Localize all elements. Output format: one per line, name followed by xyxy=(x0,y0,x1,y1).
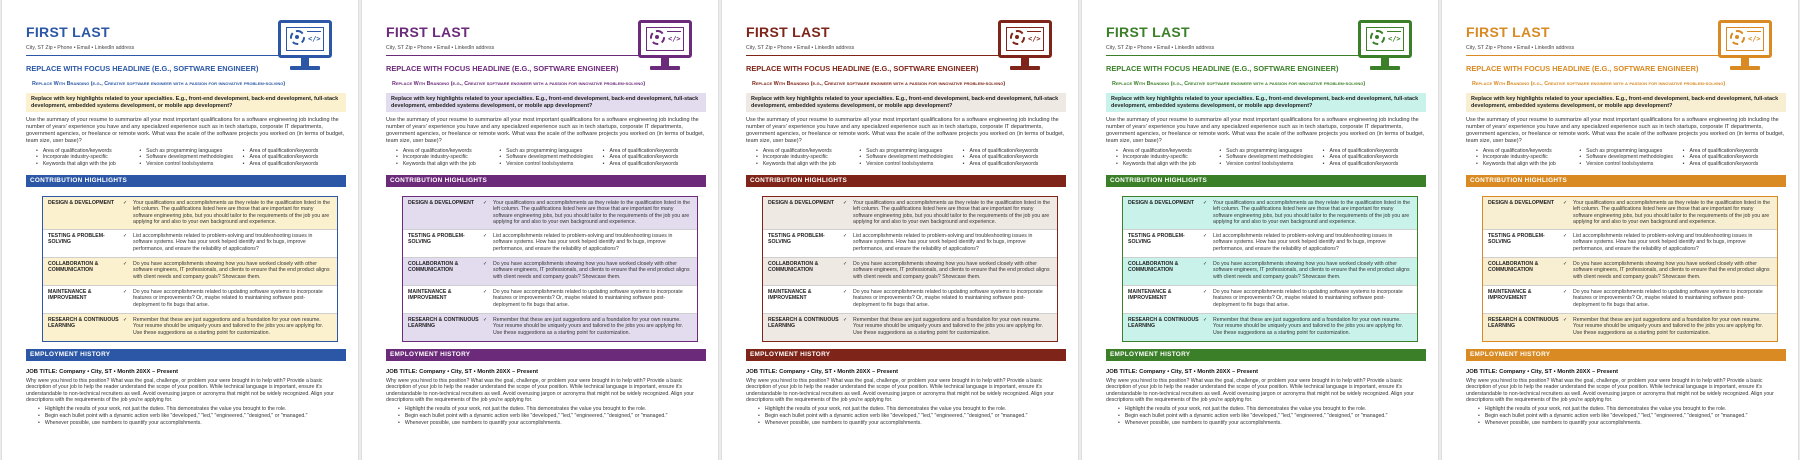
row-category: TESTING & PROBLEM-SOLVING xyxy=(768,232,825,246)
header-rule xyxy=(746,55,1000,56)
keyword-item: • Software development methodologies xyxy=(1579,154,1682,161)
check-icon: ✓ xyxy=(1563,232,1568,239)
keyword-list xyxy=(36,148,346,168)
keyword-item: • Area of qualification/keywords xyxy=(396,148,499,155)
contribution-row xyxy=(1123,285,1417,313)
contribution-row xyxy=(43,257,337,285)
keyword-item: • Area of qualification/keywords xyxy=(603,161,706,168)
resume-page[interactable] xyxy=(1,0,359,460)
contribution-row xyxy=(43,285,337,313)
job-bullet: • Highlight the results of your work, not just the duties. This demonstrates the value you brought to the role. xyxy=(1478,406,1786,413)
keyword-item: • Area of qualification/keywords xyxy=(963,148,1066,155)
row-category: DESIGN & DEVELOPMENT xyxy=(1128,199,1195,206)
contribution-table xyxy=(762,196,1058,342)
keyword-item: • Area of qualification/keywords xyxy=(1323,148,1426,155)
job-bullet: • Whenever possible, use numbers to quantify your accomplishments. xyxy=(398,420,706,427)
check-icon: ✓ xyxy=(843,199,848,206)
job-bullet: • Whenever possible, use numbers to quantify your accomplishments. xyxy=(1478,420,1786,427)
check-icon: ✓ xyxy=(1563,288,1568,295)
job-bullet-list xyxy=(758,406,1066,427)
row-description: Remember that these are just suggestions and a foundation for your own resume. Your resume should be uniquely yours and tailored to the jobs you are applying for. Use these suggestions as a starting point for customization. xyxy=(1213,316,1404,336)
contribution-table xyxy=(1482,196,1778,342)
branding-statement: Replace With Branding (e.g., Creative software engineer with a passion for innovative problem-solving) xyxy=(1112,81,1366,87)
candidate-name: FIRST LAST xyxy=(1106,24,1190,40)
contribution-row xyxy=(403,229,697,257)
keyword-item: • Area of qualification/keywords xyxy=(603,154,706,161)
row-category: COLLABORATION & COMMUNICATION xyxy=(768,260,819,274)
job-title-line: JOB TITLE: Company • City, ST • Month 20XX – Present xyxy=(746,368,899,375)
contribution-section-title: CONTRIBUTION HIGHLIGHTS xyxy=(26,175,346,187)
contact-line: City, ST Zip • Phone • Email • LinkedIn address xyxy=(1106,45,1215,51)
resume-header xyxy=(1466,0,1786,72)
keyword-item: • Such as programming languages xyxy=(1579,148,1682,155)
job-description: Why were you hired to this position? What was the goal, challenge, or problem your were brought in to help with? Provide a basic description of your job to help the reader understand the scope of your position. While technical language is important, ensure it's understandable to non-technical recruiters as well. Avoid overusing jargon or acronyms that might not be widely recognized. Align your descriptions with the requirements of the job you're applying for. xyxy=(386,377,694,404)
contribution-row xyxy=(43,229,337,257)
resume-header xyxy=(26,0,346,72)
summary-paragraph: Use the summary of your resume to summarize all your most important qualifications for a software engineering job including the number of years' experience you have and any specialized experience such as in tech startups, corporate IT departments, government agencies, or freelance or remote work. What was the scale of the software projects you worked on (in terms of budget, team size, user base)? xyxy=(386,117,705,144)
job-title-line: JOB TITLE: Company • City, ST • Month 20XX – Present xyxy=(26,368,179,375)
contribution-row xyxy=(763,313,1057,341)
job-bullet-list xyxy=(398,406,706,427)
contribution-row xyxy=(403,197,697,229)
row-description: Do you have accomplishments showing how you have worked closely with other software engineers, IT professionals, and clients to ensure that the end product aligns with client needs and company goals? Showcase them. xyxy=(1573,260,1770,280)
summary-paragraph: Use the summary of your resume to summarize all your most important qualifications for a software engineering job including the number of years' experience you have and any specialized experience such as in tech startups, corporate IT departments, government agencies, or freelance or remote work. What was the scale of the software projects you worked on (in terms of budget, team size, user base)? xyxy=(1106,117,1425,144)
contribution-row xyxy=(1483,229,1777,257)
keyword-list xyxy=(756,148,1066,168)
row-category: RESEARCH & CONTINUOUS LEARNING xyxy=(1128,316,1199,330)
contribution-row xyxy=(763,257,1057,285)
check-icon: ✓ xyxy=(123,260,128,267)
contribution-row xyxy=(1123,257,1417,285)
check-icon: ✓ xyxy=(1203,260,1208,267)
job-bullet: • Highlight the results of your work, not just the duties. This demonstrates the value you brought to the role. xyxy=(1118,406,1426,413)
keyword-list xyxy=(1116,148,1426,168)
row-description: Do you have accomplishments related to updating software systems to incorporate features or improvements? Or, maybe related to maintaining software post-deployment to fix bugs that arise. xyxy=(133,288,323,308)
keyword-item: • Area of qualification/keywords xyxy=(1476,148,1579,155)
row-description: Do you have accomplishments related to updating software systems to incorporate features or improvements? Or, maybe related to maintaining software post-deployment to fix bugs that arise. xyxy=(853,288,1043,308)
contribution-row xyxy=(43,197,337,229)
contribution-section-title: CONTRIBUTION HIGHLIGHTS xyxy=(386,175,706,187)
focus-headline: REPLACE WITH FOCUS HEADLINE (E.G., SOFTWARE ENGINEER) xyxy=(746,64,979,73)
monitor-gear-code-icon: </> xyxy=(278,20,332,76)
row-category: DESIGN & DEVELOPMENT xyxy=(408,199,475,206)
keyword-item: • Software development methodologies xyxy=(499,154,602,161)
key-highlights-box: Replace with key highlights related to your specialties. E.g., front-end development, back-end development, full-stack development, embedded systems development, or mobile app development? xyxy=(26,93,346,112)
keyword-item: • Version control tools/systems xyxy=(859,161,962,168)
job-bullet-list xyxy=(1118,406,1426,427)
summary-paragraph: Use the summary of your resume to summarize all your most important qualifications for a software engineering job including the number of years' experience you have and any specialized experience such as in tech startups, corporate IT departments, government agencies, or freelance or remote work. What was the scale of the software projects you worked on (in terms of budget, team size, user base)? xyxy=(26,117,345,144)
keyword-item: • Keywords that align with the job xyxy=(396,161,499,168)
job-bullet: • Begin each bullet point with a dynamic action verb like "developed," "led," "engineered," "designed," or "managed." xyxy=(758,413,1066,420)
row-description: Do you have accomplishments showing how you have worked closely with other software engineers, IT professionals, and clients to ensure that the end product aligns with client needs and company goals? Showcase them. xyxy=(853,260,1050,280)
job-bullet: • Whenever possible, use numbers to quantify your accomplishments. xyxy=(38,420,346,427)
keyword-item: • Incorporate industry-specific xyxy=(756,154,859,161)
focus-headline: REPLACE WITH FOCUS HEADLINE (E.G., SOFTWARE ENGINEER) xyxy=(1106,64,1339,73)
candidate-name: FIRST LAST xyxy=(1466,24,1550,40)
resume-header xyxy=(1106,0,1426,72)
employment-section-title: EMPLOYMENT HISTORY xyxy=(386,349,706,361)
contribution-row xyxy=(403,313,697,341)
row-category: COLLABORATION & COMMUNICATION xyxy=(408,260,459,274)
row-category: MAINTENANCE & IMPROVEMENT xyxy=(1128,288,1172,302)
keyword-item: • Area of qualification/keywords xyxy=(1116,148,1219,155)
check-icon: ✓ xyxy=(843,316,848,323)
key-highlights-box: Replace with key highlights related to your specialties. E.g., front-end development, back-end development, full-stack development, embedded systems development, or mobile app development? xyxy=(1106,93,1426,112)
row-description: Do you have accomplishments showing how you have worked closely with other software engineers, IT professionals, and clients to ensure that the end product aligns with client needs and company goals? Showcase them. xyxy=(493,260,690,280)
monitor-gear-code-icon: </> xyxy=(998,20,1052,76)
job-bullet: • Begin each bullet point with a dynamic action verb like "developed," "led," "engineered," "designed," or "managed." xyxy=(1478,413,1786,420)
keyword-item: • Incorporate industry-specific xyxy=(1476,154,1579,161)
candidate-name: FIRST LAST xyxy=(746,24,830,40)
resume-page[interactable] xyxy=(721,0,1079,460)
keyword-item: • Such as programming languages xyxy=(499,148,602,155)
check-icon: ✓ xyxy=(1563,316,1568,323)
check-icon: ✓ xyxy=(123,199,128,206)
contribution-row xyxy=(763,197,1057,229)
keyword-item: • Area of qualification/keywords xyxy=(243,148,346,155)
keyword-item: • Software development methodologies xyxy=(1219,154,1322,161)
row-category: TESTING & PROBLEM-SOLVING xyxy=(1128,232,1185,246)
row-category: COLLABORATION & COMMUNICATION xyxy=(48,260,99,274)
contribution-row xyxy=(403,285,697,313)
check-icon: ✓ xyxy=(843,260,848,267)
contribution-row xyxy=(1483,257,1777,285)
check-icon: ✓ xyxy=(123,288,128,295)
keyword-item: • Area of qualification/keywords xyxy=(1683,154,1786,161)
job-bullet-list xyxy=(1478,406,1786,427)
employment-section-title: EMPLOYMENT HISTORY xyxy=(1106,349,1426,361)
job-title-line: JOB TITLE: Company • City, ST • Month 20XX – Present xyxy=(1106,368,1259,375)
row-description: Do you have accomplishments related to updating software systems to incorporate features or improvements? Or, maybe related to maintaining software post-deployment to fix bugs that arise. xyxy=(493,288,683,308)
job-bullet: • Highlight the results of your work, not just the duties. This demonstrates the value you brought to the role. xyxy=(758,406,1066,413)
header-rule xyxy=(386,55,640,56)
check-icon: ✓ xyxy=(1203,232,1208,239)
monitor-gear-code-icon: </> xyxy=(1718,20,1772,76)
keyword-item: • Software development methodologies xyxy=(859,154,962,161)
keyword-item: • Keywords that align with the job xyxy=(1476,161,1579,168)
job-bullet: • Whenever possible, use numbers to quantify your accomplishments. xyxy=(1118,420,1426,427)
row-description: Do you have accomplishments related to updating software systems to incorporate features or improvements? Or, maybe related to maintaining software post-deployment to fix bugs that arise. xyxy=(1573,288,1763,308)
row-description: Remember that these are just suggestions and a foundation for your own resume. Your resume should be uniquely yours and tailored to the jobs you are applying for. Use these suggestions as a starting point for customization. xyxy=(493,316,684,336)
summary-paragraph: Use the summary of your resume to summarize all your most important qualifications for a software engineering job including the number of years' experience you have and any specialized experience such as in tech startups, corporate IT departments, government agencies, or freelance or remote work. What was the scale of the software projects you worked on (in terms of budget, team size, user base)? xyxy=(1466,117,1785,144)
check-icon: ✓ xyxy=(483,232,488,239)
contact-line: City, ST Zip • Phone • Email • LinkedIn address xyxy=(746,45,855,51)
check-icon: ✓ xyxy=(843,288,848,295)
check-icon: ✓ xyxy=(1203,288,1208,295)
employment-section-title: EMPLOYMENT HISTORY xyxy=(746,349,1066,361)
row-description: Do you have accomplishments showing how you have worked closely with other software engineers, IT professionals, and clients to ensure that the end product aligns with client needs and company goals? Showcase them. xyxy=(133,260,330,280)
key-highlights-box: Replace with key highlights related to your specialties. E.g., front-end development, back-end development, full-stack development, embedded systems development, or mobile app development? xyxy=(1466,93,1786,112)
row-description: Remember that these are just suggestions and a foundation for your own resume. Your resume should be uniquely yours and tailored to the jobs you are applying for. Use these suggestions as a starting point for customization. xyxy=(133,316,324,336)
check-icon: ✓ xyxy=(1203,199,1208,206)
keyword-item: • Keywords that align with the job xyxy=(756,161,859,168)
job-bullet: • Whenever possible, use numbers to quantify your accomplishments. xyxy=(758,420,1066,427)
check-icon: ✓ xyxy=(483,316,488,323)
row-description: List accomplishments related to problem-solving and troubleshooting issues in software systems. How has your work helped identify and fix bugs, improve performance, and ensure the reliability of applications? xyxy=(853,232,1033,252)
keyword-item: • Area of qualification/keywords xyxy=(963,161,1066,168)
row-category: DESIGN & DEVELOPMENT xyxy=(48,199,115,206)
row-description: List accomplishments related to problem-solving and troubleshooting issues in software systems. How has your work helped identify and fix bugs, improve performance, and ensure the reliability of applications? xyxy=(1213,232,1393,252)
keyword-item: • Area of qualification/keywords xyxy=(243,154,346,161)
job-bullet: • Highlight the results of your work, not just the duties. This demonstrates the value you brought to the role. xyxy=(38,406,346,413)
contribution-table xyxy=(402,196,698,342)
contribution-section-title: CONTRIBUTION HIGHLIGHTS xyxy=(746,175,1066,187)
resume-page[interactable] xyxy=(1081,0,1439,460)
keyword-item: • Such as programming languages xyxy=(1219,148,1322,155)
row-category: DESIGN & DEVELOPMENT xyxy=(768,199,835,206)
keyword-item: • Keywords that align with the job xyxy=(1116,161,1219,168)
contribution-table xyxy=(1122,196,1418,342)
keyword-item: • Area of qualification/keywords xyxy=(243,161,346,168)
row-category: COLLABORATION & COMMUNICATION xyxy=(1128,260,1179,274)
header-rule xyxy=(1466,55,1720,56)
keyword-item: • Area of qualification/keywords xyxy=(756,148,859,155)
candidate-name: FIRST LAST xyxy=(386,24,470,40)
branding-statement: Replace With Branding (e.g., Creative software engineer with a passion for innovative problem-solving) xyxy=(32,81,286,87)
row-description: Your qualifications and accomplishments as they relate to the qualification listed in the left column. The qualifications listed here are those that are important for many software engineering jobs, but you should tailor to the requirements of the job you are applying for and also to your own background and experience. xyxy=(853,199,1051,226)
contact-line: City, ST Zip • Phone • Email • LinkedIn address xyxy=(26,45,135,51)
row-description: Your qualifications and accomplishments as they relate to the qualification listed in the left column. The qualifications listed here are those that are important for many software engineering jobs, but you should tailor to the requirements of the job you are applying for and also to your own background and experience. xyxy=(493,199,691,226)
resume-header xyxy=(746,0,1066,72)
row-description: Do you have accomplishments related to updating software systems to incorporate features or improvements? Or, maybe related to maintaining software post-deployment to fix bugs that arise. xyxy=(1213,288,1403,308)
contribution-section-title: CONTRIBUTION HIGHLIGHTS xyxy=(1466,175,1786,187)
employment-section-title: EMPLOYMENT HISTORY xyxy=(26,349,346,361)
row-category: RESEARCH & CONTINUOUS LEARNING xyxy=(768,316,839,330)
candidate-name: FIRST LAST xyxy=(26,24,110,40)
resume-header xyxy=(386,0,706,72)
row-description: List accomplishments related to problem-solving and troubleshooting issues in software systems. How has your work helped identify and fix bugs, improve performance, and ensure the reliability of applications? xyxy=(493,232,673,252)
job-bullet: • Begin each bullet point with a dynamic action verb like "developed," "led," "engineered," "designed," or "managed." xyxy=(38,413,346,420)
keyword-item: • Version control tools/systems xyxy=(1579,161,1682,168)
contribution-row xyxy=(1483,197,1777,229)
row-description: Do you have accomplishments showing how you have worked closely with other software engineers, IT professionals, and clients to ensure that the end product aligns with client needs and company goals? Showcase them. xyxy=(1213,260,1410,280)
keyword-item: • Software development methodologies xyxy=(139,154,242,161)
contact-line: City, ST Zip • Phone • Email • LinkedIn address xyxy=(1466,45,1575,51)
check-icon: ✓ xyxy=(483,199,488,206)
branding-statement: Replace With Branding (e.g., Creative software engineer with a passion for innovative problem-solving) xyxy=(1472,81,1726,87)
row-category: TESTING & PROBLEM-SOLVING xyxy=(408,232,465,246)
employment-section-title: EMPLOYMENT HISTORY xyxy=(1466,349,1786,361)
contribution-row xyxy=(1123,229,1417,257)
row-category: MAINTENANCE & IMPROVEMENT xyxy=(408,288,452,302)
row-category: RESEARCH & CONTINUOUS LEARNING xyxy=(408,316,479,330)
keyword-item: • Such as programming languages xyxy=(139,148,242,155)
keyword-item: • Version control tools/systems xyxy=(139,161,242,168)
row-category: RESEARCH & CONTINUOUS LEARNING xyxy=(48,316,119,330)
keyword-item: • Area of qualification/keywords xyxy=(603,148,706,155)
job-bullet: • Highlight the results of your work, not just the duties. This demonstrates the value you brought to the role. xyxy=(398,406,706,413)
monitor-gear-code-icon: </> xyxy=(638,20,692,76)
job-description: Why were you hired to this position? What was the goal, challenge, or problem your were brought in to help with? Provide a basic description of your job to help the reader understand the scope of your position. While technical language is important, ensure it's understandable to non-technical recruiters as well. Avoid overusing jargon or acronyms that might not be widely recognized. Align your descriptions with the requirements of the job you're applying for. xyxy=(1466,377,1774,404)
row-category: DESIGN & DEVELOPMENT xyxy=(1488,199,1555,206)
job-title-line: JOB TITLE: Company • City, ST • Month 20XX – Present xyxy=(386,368,539,375)
job-bullet-list xyxy=(38,406,346,427)
keyword-item: • Area of qualification/keywords xyxy=(1323,161,1426,168)
keyword-item: • Keywords that align with the job xyxy=(36,161,139,168)
key-highlights-box: Replace with key highlights related to your specialties. E.g., front-end development, back-end development, full-stack development, embedded systems development, or mobile app development? xyxy=(386,93,706,112)
keyword-item: • Area of qualification/keywords xyxy=(963,154,1066,161)
row-description: List accomplishments related to problem-solving and troubleshooting issues in software systems. How has your work helped identify and fix bugs, improve performance, and ensure the reliability of applications? xyxy=(1573,232,1753,252)
job-description: Why were you hired to this position? What was the goal, challenge, or problem your were brought in to help with? Provide a basic description of your job to help the reader understand the scope of your position. While technical language is important, ensure it's understandable to non-technical recruiters as well. Avoid overusing jargon or acronyms that might not be widely recognized. Align your descriptions with the requirements of the job you're applying for. xyxy=(26,377,334,404)
job-bullet: • Begin each bullet point with a dynamic action verb like "developed," "led," "engineered," "designed," or "managed." xyxy=(1118,413,1426,420)
keyword-list xyxy=(396,148,706,168)
contact-line: City, ST Zip • Phone • Email • LinkedIn address xyxy=(386,45,495,51)
check-icon: ✓ xyxy=(123,316,128,323)
contribution-row xyxy=(1483,285,1777,313)
row-category: TESTING & PROBLEM-SOLVING xyxy=(48,232,105,246)
row-description: Your qualifications and accomplishments as they relate to the qualification listed in the left column. The qualifications listed here are those that are important for many software engineering jobs, but you should tailor to the requirements of the job you are applying for and also to your own background and experience. xyxy=(1573,199,1771,226)
branding-statement: Replace With Branding (e.g., Creative software engineer with a passion for innovative problem-solving) xyxy=(752,81,1006,87)
row-description: Remember that these are just suggestions and a foundation for your own resume. Your resume should be uniquely yours and tailored to the jobs you are applying for. Use these suggestions as a starting point for customization. xyxy=(1573,316,1764,336)
contribution-row xyxy=(403,257,697,285)
header-rule xyxy=(1106,55,1360,56)
branding-statement: Replace With Branding (e.g., Creative software engineer with a passion for innovative problem-solving) xyxy=(392,81,646,87)
keyword-item: • Version control tools/systems xyxy=(499,161,602,168)
keyword-item: • Area of qualification/keywords xyxy=(1323,154,1426,161)
focus-headline: REPLACE WITH FOCUS HEADLINE (E.G., SOFTWARE ENGINEER) xyxy=(386,64,619,73)
keyword-item: • Incorporate industry-specific xyxy=(396,154,499,161)
contribution-table xyxy=(42,196,338,342)
keyword-item: • Area of qualification/keywords xyxy=(1683,148,1786,155)
row-category: TESTING & PROBLEM-SOLVING xyxy=(1488,232,1545,246)
job-bullet: • Begin each bullet point with a dynamic action verb like "developed," "led," "engineered," "designed," or "managed." xyxy=(398,413,706,420)
row-category: MAINTENANCE & IMPROVEMENT xyxy=(768,288,812,302)
contribution-row xyxy=(1123,197,1417,229)
check-icon: ✓ xyxy=(1563,199,1568,206)
keyword-item: • Incorporate industry-specific xyxy=(36,154,139,161)
keyword-item: • Such as programming languages xyxy=(859,148,962,155)
job-description: Why were you hired to this position? What was the goal, challenge, or problem your were brought in to help with? Provide a basic description of your job to help the reader understand the scope of your position. While technical language is important, ensure it's understandable to non-technical recruiters as well. Avoid overusing jargon or acronyms that might not be widely recognized. Align your descriptions with the requirements of the job you're applying for. xyxy=(1106,377,1414,404)
contribution-row xyxy=(763,229,1057,257)
focus-headline: REPLACE WITH FOCUS HEADLINE (E.G., SOFTWARE ENGINEER) xyxy=(26,64,259,73)
check-icon: ✓ xyxy=(123,232,128,239)
keyword-item: • Version control tools/systems xyxy=(1219,161,1322,168)
keyword-list xyxy=(1476,148,1786,168)
row-category: COLLABORATION & COMMUNICATION xyxy=(1488,260,1539,274)
check-icon: ✓ xyxy=(483,288,488,295)
check-icon: ✓ xyxy=(843,232,848,239)
check-icon: ✓ xyxy=(1563,260,1568,267)
header-rule xyxy=(26,55,280,56)
keyword-item: • Incorporate industry-specific xyxy=(1116,154,1219,161)
job-description: Why were you hired to this position? What was the goal, challenge, or problem your were brought in to help with? Provide a basic description of your job to help the reader understand the scope of your position. While technical language is important, ensure it's understandable to non-technical recruiters as well. Avoid overusing jargon or acronyms that might not be widely recognized. Align your descriptions with the requirements of the job you're applying for. xyxy=(746,377,1054,404)
resume-page[interactable] xyxy=(361,0,719,460)
job-title-line: JOB TITLE: Company • City, ST • Month 20XX – Present xyxy=(1466,368,1619,375)
contribution-row xyxy=(43,313,337,341)
check-icon: ✓ xyxy=(483,260,488,267)
keyword-item: • Area of qualification/keywords xyxy=(1683,161,1786,168)
contribution-row xyxy=(1483,313,1777,341)
contribution-section-title: CONTRIBUTION HIGHLIGHTS xyxy=(1106,175,1426,187)
monitor-gear-code-icon: </> xyxy=(1358,20,1412,76)
summary-paragraph: Use the summary of your resume to summarize all your most important qualifications for a software engineering job including the number of years' experience you have and any specialized experience such as in tech startups, corporate IT departments, government agencies, or freelance or remote work. What was the scale of the software projects you worked on (in terms of budget, team size, user base)? xyxy=(746,117,1065,144)
row-description: Your qualifications and accomplishments as they relate to the qualification listed in the left column. The qualifications listed here are those that are important for many software engineering jobs, but you should tailor to the requirements of the job you are applying for and also to your own background and experience. xyxy=(133,199,331,226)
row-description: Remember that these are just suggestions and a foundation for your own resume. Your resume should be uniquely yours and tailored to the jobs you are applying for. Use these suggestions as a starting point for customization. xyxy=(853,316,1044,336)
keyword-item: • Area of qualification/keywords xyxy=(36,148,139,155)
focus-headline: REPLACE WITH FOCUS HEADLINE (E.G., SOFTWARE ENGINEER) xyxy=(1466,64,1699,73)
row-description: Your qualifications and accomplishments as they relate to the qualification listed in the left column. The qualifications listed here are those that are important for many software engineering jobs, but you should tailor to the requirements of the job you are applying for and also to your own background and experience. xyxy=(1213,199,1411,226)
row-category: RESEARCH & CONTINUOUS LEARNING xyxy=(1488,316,1559,330)
row-description: List accomplishments related to problem-solving and troubleshooting issues in software systems. How has your work helped identify and fix bugs, improve performance, and ensure the reliability of applications? xyxy=(133,232,313,252)
resume-page[interactable] xyxy=(1441,0,1799,460)
contribution-row xyxy=(1123,313,1417,341)
row-category: MAINTENANCE & IMPROVEMENT xyxy=(1488,288,1532,302)
row-category: MAINTENANCE & IMPROVEMENT xyxy=(48,288,92,302)
contribution-row xyxy=(763,285,1057,313)
check-icon: ✓ xyxy=(1203,316,1208,323)
key-highlights-box: Replace with key highlights related to your specialties. E.g., front-end development, back-end development, full-stack development, embedded systems development, or mobile app development? xyxy=(746,93,1066,112)
